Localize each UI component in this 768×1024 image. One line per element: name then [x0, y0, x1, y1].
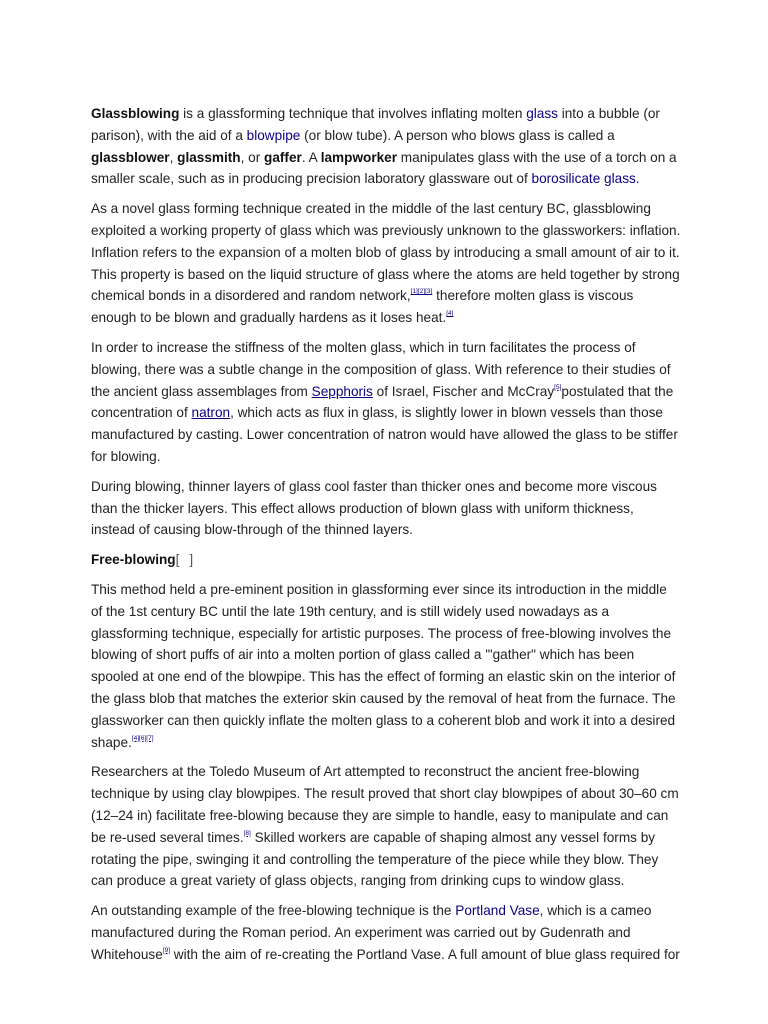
inflation-paragraph: As a novel glass forming technique created in the middle of the last century BC, glassblowing exploited a working property of glass which was previously unknown to the glassworkers: inflation. Inflation refers to the expansion of a molten blob of glass by introducing a small amount of air to it. This property is based on the liquid structure of glass where the atoms are held together by strong chemical bonds in a disordered and random network,[1][2][3] therefore molten glass is viscous enough to be blown and gradually hardens as it loses heat.[4] [91, 201, 681, 326]
citation-5[interactable]: [5] [554, 383, 562, 391]
article-body [91, 103, 681, 973]
edit-bracket-close: ] [189, 552, 194, 568]
citation-4-6-7[interactable]: [4][6][7] [131, 734, 154, 742]
term-glassmith: glassmith [177, 149, 241, 165]
citation-8[interactable]: [8] [243, 829, 251, 837]
citation-1-2-3[interactable]: [1][2][3] [410, 288, 433, 296]
term-glassblowing: Glassblowing [91, 106, 180, 121]
link-glass[interactable]: glass [526, 106, 558, 121]
link-blowpipe[interactable]: blowpipe [246, 127, 301, 143]
link-sepphoris[interactable]: Sepphoris [311, 383, 373, 399]
link-borosilicate-glass[interactable]: borosilicate glass [531, 171, 636, 187]
section-heading-free-blowing: Free-blowing[ ] [91, 552, 194, 568]
citation-4[interactable]: [4] [446, 310, 454, 318]
thin-layers-paragraph: During blowing, thinner layers of glass cool faster than thicker ones and become more viscous than the thicker layers. This effect allows production of blown glass with uniform thickness, instead of causing blow-through of the thinned layers. [91, 478, 657, 538]
intro-paragraph: Glassblowing is a glassforming technique that involves inflating molten glass into a bubble (or parison), with the aid of a blowpipe (or blow tube). A person who blows glass is called a glassblower, glassmith, or gaffer. A lampworker manipulates glass with the use of a torch on a smaller scale, such as in producing precision laboratory glassware out of borosilicate glass. [91, 106, 677, 187]
stiffness-paragraph: In order to increase the stiffness of the molten glass, which in turn facilitates the process of blowing, there was a subtle change in the composition of glass. With reference to their studies of the ancient glass assemblages from Sepphoris of Israel, Fischer and McCray[5]postulated that the concentration of natron, which acts as flux in glass, is slightly lower in blown vessels than those manufactured by casting. Lower concentration of natron would have allowed the glass to be stiffer for blowing. [91, 339, 678, 464]
term-lampworker: lampworker [320, 149, 398, 165]
toledo-paragraph: Researchers at the Toledo Museum of Art attempted to reconstruct the ancient free-blowing technique by using clay blowpipes. The result proved that short clay blowpipes of about 30–60 cm (12–24 in) facilitate free-blowing because they are simple to handle, easy to manipulate and can be re-used several times.[8] Skilled workers are capable of shaping almost any vessel forms by rotating the pipe, swinging it and controlling the temperature of the piece while they blow. They can produce a great variety of glass objects, ranging from drinking cups to window glass. [91, 764, 679, 889]
citation-9[interactable]: [9] [162, 946, 171, 954]
link-portland-vase[interactable]: Portland Vase [455, 903, 540, 919]
edit-bracket-open: [ [175, 552, 180, 568]
portland-vase-paragraph: An outstanding example of the free-blowing technique is the Portland Vase, which is a cameo manufactured during the Roman period. An experiment was carried out by Gudenrath and Whitehouse[9] with the aim of re-creating the Portland Vase. A full amount of blue glass required for [91, 903, 680, 962]
link-natron[interactable]: natron [191, 405, 231, 421]
term-glassblower: glassblower [91, 149, 170, 165]
free-blowing-paragraph: This method held a pre-eminent position in glassforming ever since its introduction in the middle of the 1st century BC until the late 19th century, and is still widely used nowadays as a glassforming technique, especially for artistic purposes. The process of free-blowing involves the blowing of short puffs of air into a molten portion of glass called a '"gather" which has been spooled at one end of the blowpipe. This has the effect of forming an elastic skin on the interior of the glass blob that matches the exterior skin caused by the removal of heat from the furnace. The glassworker can then quickly inflate the molten glass to a coherent blob and work it into a desired shape.[4][6][7] [91, 581, 676, 750]
term-gaffer: gaffer [264, 149, 302, 165]
